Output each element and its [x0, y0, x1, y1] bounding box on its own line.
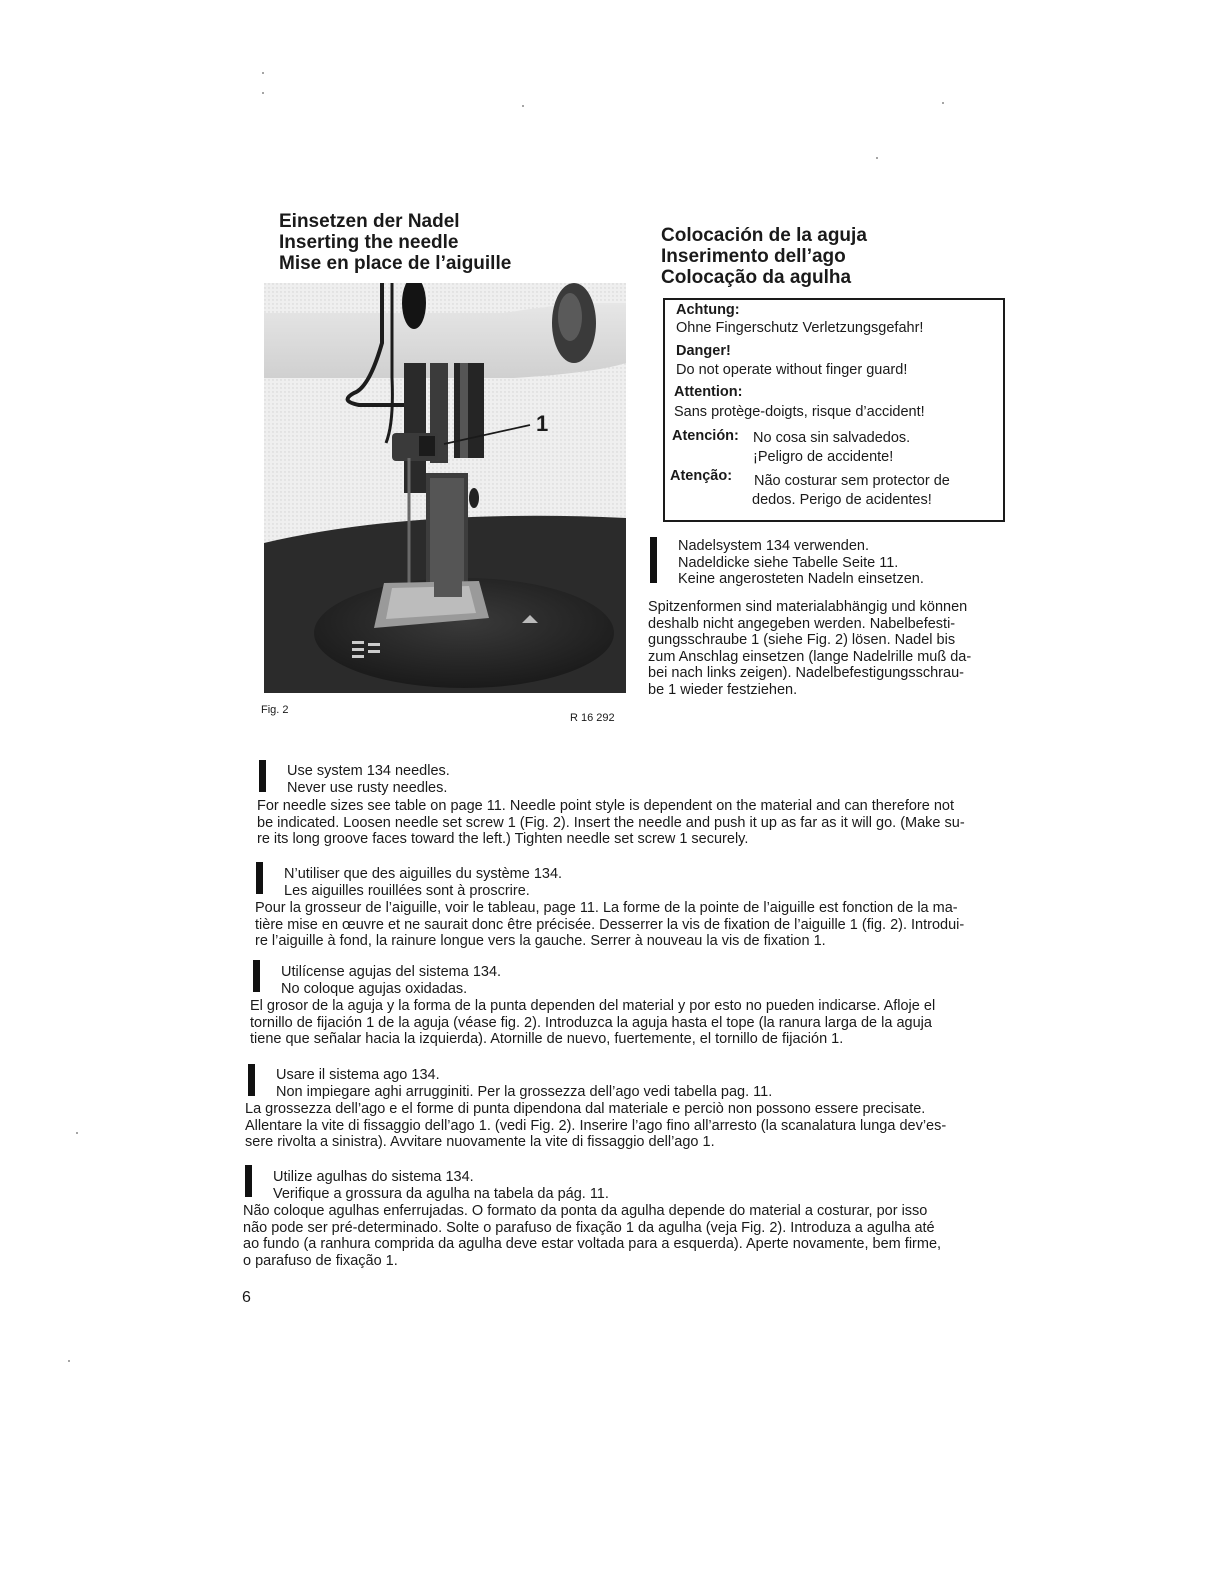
- it-marker-bar: [248, 1064, 255, 1096]
- pt-body-line: não pode ser pré-determinado. Solte o parafuso de fixação 1 da agulha (veja Fig. 2). Introduza a agulha até: [243, 1219, 935, 1236]
- warning-de-title: Achtung:: [676, 302, 740, 318]
- de-marker-bar: [650, 537, 657, 583]
- fr-body-line: re l’aiguille à fond, la rainure longue vers la gauche. Serrer à nouveau la vis de fixation 1.: [255, 933, 826, 949]
- fr-body: [255, 900, 964, 950]
- es-body-line: tornillo de fijación 1 de la aguja (véase fig. 2). Introduzca la aguja hasta el tope (la ranura larga de la aguja: [250, 1014, 932, 1031]
- scan-speck: [262, 72, 264, 74]
- figure-reference: R 16 292: [570, 712, 615, 724]
- heading-es: Colocación de la aguja: [661, 225, 867, 246]
- it-body: [245, 1101, 946, 1151]
- warning-en-text: Do not operate without finger guard!: [676, 362, 908, 378]
- heading-en: Inserting the needle: [279, 232, 459, 253]
- de-bullet-lines: [678, 538, 924, 588]
- warning-fr-title: Attention:: [674, 384, 743, 400]
- heading-pt: Colocação da agulha: [661, 267, 852, 288]
- pt-bullet-line: Utilize agulhas do sistema 134.: [273, 1169, 474, 1185]
- warning-fr-text: Sans protège-doigts, risque d’accident!: [674, 404, 925, 420]
- sewing-machine-illustration: [264, 283, 626, 693]
- it-bullet-line: Usare il sistema ago 134.: [276, 1067, 440, 1083]
- en-body-line: For needle sizes see table on page 11. Needle point style is dependent on the material and can therefore not: [257, 798, 954, 814]
- warning-pt-line2: dedos. Perigo de acidentes!: [752, 492, 932, 508]
- it-body-line: Allentare la vite di fissaggio dell’ago 1. (vedi Fig. 2). Inserire l’ago fino all’arresto (la scanalatura lunga dev’es-: [245, 1117, 947, 1134]
- it-bullet-line: Non impiegare aghi arrugginiti. Per la grossezza dell’ago vedi tabella pag. 11.: [276, 1083, 773, 1100]
- warning-es-label: Atención:: [672, 428, 739, 444]
- en-body: [257, 798, 965, 848]
- en-marker-bar: [259, 760, 266, 792]
- heading-de: Einsetzen der Nadel: [279, 211, 460, 232]
- de-body: [648, 599, 971, 698]
- heading-group-left: [279, 211, 511, 274]
- es-bullet-line: No coloque agujas oxidadas.: [281, 980, 468, 997]
- figure-label: Fig. 2: [261, 704, 289, 716]
- pt-body-line: Não coloque agulhas enferrujadas. O formato da ponta da agulha depende do material a costurar, por isso: [243, 1203, 928, 1219]
- warning-en-title: Danger!: [676, 343, 731, 359]
- scan-speck: [876, 157, 878, 159]
- pt-body-line: o parafuso de fixação 1.: [243, 1252, 398, 1269]
- en-body-line: be indicated. Loosen needle set screw 1 (Fig. 2). Insert the needle and push it up as far as it will go. (Make su-: [257, 814, 965, 831]
- warning-pt-line1: Não costurar sem protector de: [754, 473, 950, 489]
- de-bullet-line: Nadeldicke siehe Tabelle Seite 11.: [678, 554, 899, 571]
- warning-es-line2: ¡Peligro de accidente!: [753, 449, 894, 465]
- heading-group-right: [661, 225, 867, 288]
- de-body-line: zum Anschlag einsetzen (lange Nadelrille muß da-: [648, 648, 972, 665]
- es-bullet-line: Utilícense agujas del sistema 134.: [281, 964, 502, 980]
- en-bullet-line: Never use rusty needles.: [287, 779, 448, 796]
- fr-marker-bar: [256, 862, 263, 894]
- warning-pt-label: Atenção:: [670, 468, 733, 484]
- es-bullet-lines: [281, 964, 501, 997]
- es-body-line: El grosor de la aguja y la forma de la punta dependen del material y por esto no pueden indicarse. Afloje el: [250, 998, 936, 1014]
- de-bullet-line: Nadelsystem 134 verwenden.: [678, 538, 870, 554]
- pt-body-line: ao fundo (a ranhura comprida da agulha deve estar voltada para a esquerda). Aperte novamente, bem firme,: [243, 1236, 942, 1252]
- page-number: 6: [242, 1289, 251, 1306]
- es-body: [250, 998, 935, 1048]
- en-bullet-lines: [287, 763, 450, 796]
- it-bullet-lines: [276, 1067, 772, 1100]
- scan-speck: [262, 92, 264, 94]
- fr-body-line: tière mise en œuvre et ne saurait donc être précisée. Desserrer la vis de fixation de l’aiguille 1 (fig. 2). Introdui-: [255, 916, 965, 933]
- pt-body: [243, 1203, 941, 1269]
- pt-marker-bar: [245, 1165, 252, 1197]
- pt-bullet-line: Verifique a grossura da agulha na tabela da pág. 11.: [273, 1185, 609, 1202]
- it-body-line: La grossezza dell’ago e el forme di punta dipendona dal materiale e perciò non possono essere precisate.: [245, 1101, 926, 1117]
- warning-es-line1: No cosa sin salvadedos.: [753, 430, 911, 446]
- scan-speck: [942, 102, 944, 104]
- fr-bullet-lines: [284, 866, 562, 899]
- de-body-line: Spitzenformen sind materialabhängig und können: [648, 599, 968, 615]
- de-body-line: deshalb nicht angegeben werden. Nabelbefesti-: [648, 615, 956, 632]
- scan-speck: [522, 105, 524, 107]
- pt-bullet-lines: [273, 1169, 609, 1202]
- es-marker-bar: [253, 960, 260, 992]
- es-body-line: tiene que señalar hacia la izquierda). Atornille de nuevo, fuertemente, el tornillo de fijación 1.: [250, 1031, 844, 1047]
- de-bullet-line: Keine angerosteten Nadeln einsetzen.: [678, 571, 924, 587]
- heading-fr: Mise en place de l’aiguille: [279, 253, 512, 274]
- heading-it: Inserimento dell’ago: [661, 246, 846, 267]
- warning-box: [663, 298, 1005, 522]
- de-body-line: gungsschraube 1 (siehe Fig. 2) lösen. Nadel bis: [648, 632, 956, 648]
- fr-bullet-line: Les aiguilles rouillées sont à proscrire.: [284, 882, 530, 899]
- it-body-line: sere rivolta a sinistra). Avvitare nuovamente la vite di fissaggio dell’ago 1.: [245, 1134, 715, 1150]
- fr-bullet-line: N’utiliser que des aiguilles du système 134.: [284, 866, 563, 882]
- callout-number: 1: [536, 411, 549, 436]
- warning-de-text: Ohne Fingerschutz Verletzungsgefahr!: [676, 320, 924, 336]
- scan-speck: [76, 1132, 78, 1134]
- de-body-line: bei nach links zeigen). Nadelbefestigungsschrau-: [648, 665, 964, 681]
- de-body-line: be 1 wieder festziehen.: [648, 681, 798, 698]
- en-bullet-line: Use system 134 needles.: [287, 763, 450, 779]
- sewing-machine-photo: [264, 283, 626, 693]
- fr-body-line: Pour la grosseur de l’aiguille, voir le tableau, page 11. La forme de la pointe de l’aiguille est fonction de la ma-: [255, 900, 958, 916]
- scan-speck: [68, 1360, 70, 1362]
- en-body-line: re its long groove faces toward the left.) Tighten needle set screw 1 securely.: [257, 831, 749, 847]
